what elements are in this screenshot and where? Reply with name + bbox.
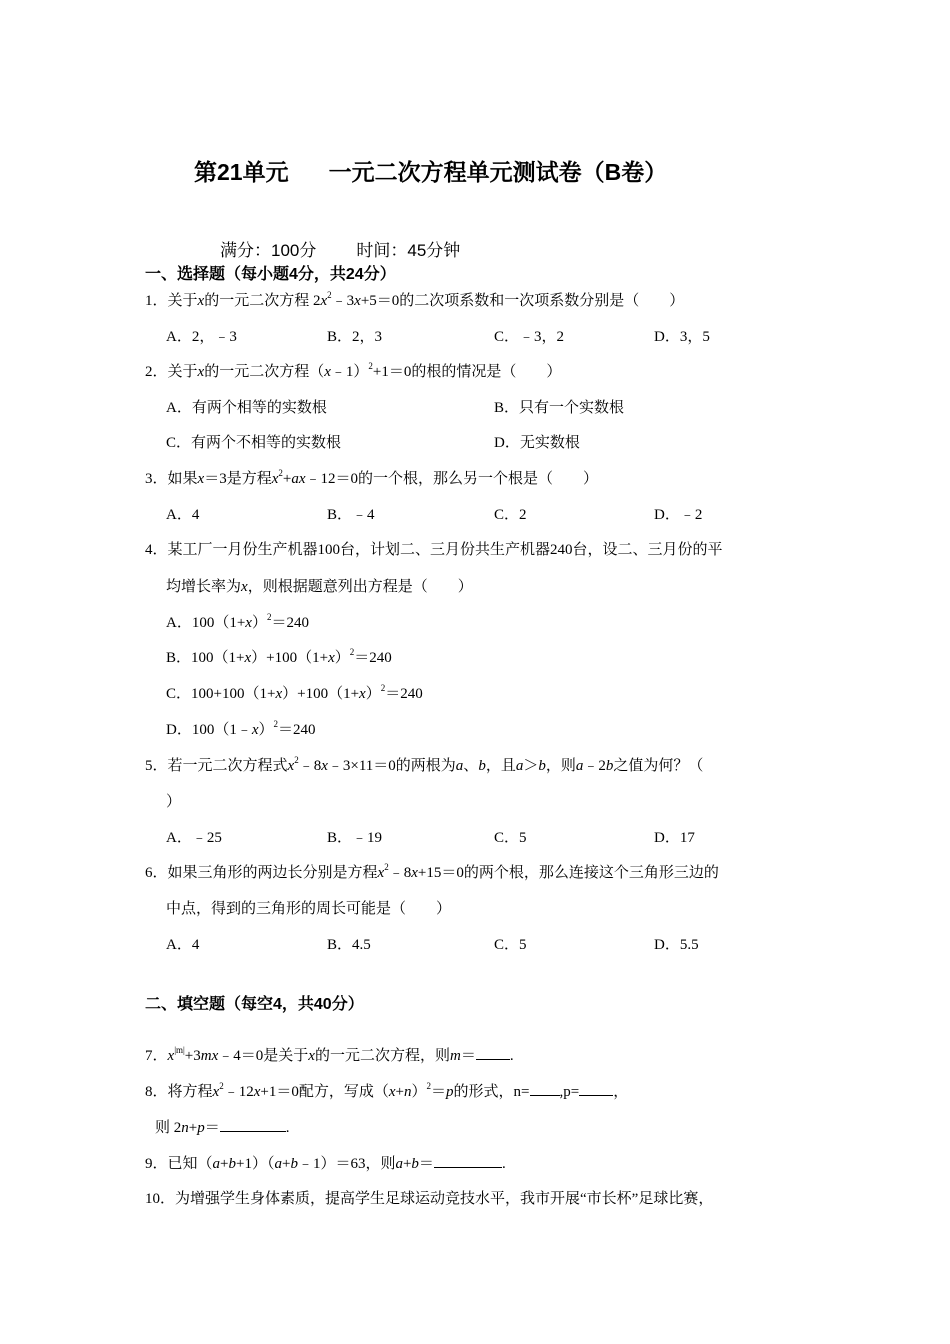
q1-option-a: A．2，﹣3 (166, 329, 237, 345)
q2-option-d: D．无实数根 (494, 435, 580, 451)
question-6-line2: 中点，得到的三角形的周长可能是（ ） (166, 901, 452, 917)
q6-option-a: A．4 (166, 937, 200, 953)
question-6: 6．如果三角形的两边长分别是方程$x^2﹣8x+15=0$的两个根，那么连接这个三角形三边的 (145, 862, 719, 881)
q2-option-b: B．只有一个实数根 (494, 400, 625, 416)
q5-option-b: B．﹣19 (327, 830, 383, 846)
q8-n-blank[interactable] (530, 1081, 560, 1096)
question-5-line2: ） (166, 794, 182, 810)
q5-option-a: A．﹣25 (166, 830, 222, 846)
exam-meta (220, 240, 460, 262)
q2-option-c: C．有两个不相等的实数根 (166, 435, 342, 451)
q6-option-b: B．4.5 (327, 937, 371, 953)
question-4: 4．某工厂一月份生产机器100台，计划二、三月份共生产机器240台，设二、三月份的平 (145, 542, 723, 558)
q9-answer-blank[interactable] (434, 1153, 502, 1168)
q8-p-blank[interactable] (579, 1081, 613, 1096)
q1-option-b: B．2，3 (327, 329, 383, 345)
q3-option-d: D．﹣2 (654, 507, 703, 523)
question-2: 2．关于x的一元二次方程（x﹣1）$^2$+1＝0的根的情况是（ ） (145, 361, 562, 380)
q4-option-c: C．$100+100(1+x)+100(1+x)^2=240$ (166, 683, 423, 702)
title-unit: 第21单元 (194, 159, 289, 185)
section-heading-fill: 二、填空题（每空4，共40分） (145, 996, 364, 1013)
q4-option-d: D．100（1﹣x）$^2$＝240 (166, 719, 316, 738)
q5-option-c: C．5 (494, 830, 527, 846)
question-10: 10．为增强学生身体素质，提高学生足球运动竞技水平，我市开展“市长杯”足球比赛， (145, 1191, 714, 1207)
question-5: 5．若一元二次方程式$x^2﹣8x﹣3\times 11=0$的两根为a、b，且a＞b，则a﹣2b之值为何？（ (145, 755, 704, 774)
question-3: 3．如果x＝3是方程$x^2+ax﹣12=0$的一个根，那么另一个根是（ ） (145, 468, 599, 487)
q8-sum-blank[interactable] (220, 1117, 286, 1132)
q3-option-c: C．2 (494, 507, 527, 523)
q6-option-c: C．5 (494, 937, 527, 953)
question-1: 1．关于x的一元二次方程 $2x^2﹣3x+5=0$的二次项系数和一次项系数分别是（ ） (145, 290, 685, 309)
q1-option-d: D．3，5 (654, 329, 710, 345)
question-7: 7．$x^{|m|}+3mx﹣4=0$是关于x的一元二次方程，则m＝ . (145, 1045, 514, 1064)
q1-option-c: C．﹣3，2 (494, 329, 565, 345)
question-4-line2: 均增长率为x，则根据题意列出方程是（ ） (166, 579, 473, 595)
question-9: 9．已知（a+b+1）（a+b﹣1）＝63，则a+b＝ . (145, 1153, 506, 1174)
q4-option-a: A．$100(1+x)^2=240$ (166, 612, 309, 631)
section-heading-choice: 一、选择题（每小题4分，共24分） (145, 266, 396, 283)
time-label: 时间：45分钟 (356, 241, 461, 260)
q5-option-d: D．17 (654, 830, 695, 846)
question-8-line2: 则 2n+p＝ . (155, 1117, 290, 1138)
q7-answer-blank[interactable] (476, 1045, 510, 1060)
score-label: 满分：100分 (220, 241, 317, 260)
question-8: 8．将方程$x^2﹣12x+1=0$配方，写成$(x+n)^2=p$的形式，n= ,p= ， (145, 1081, 629, 1100)
page-title (194, 157, 667, 187)
q4-option-b: B．$100(1+x)+100(1+x)^2=240$ (166, 647, 392, 666)
q2-option-a: A．有两个相等的实数根 (166, 400, 327, 416)
title-main: 一元二次方程单元测试卷（B卷） (328, 159, 668, 185)
q3-option-b: B．﹣4 (327, 507, 375, 523)
q3-option-a: A．4 (166, 507, 200, 523)
q6-option-d: D．5.5 (654, 937, 699, 953)
